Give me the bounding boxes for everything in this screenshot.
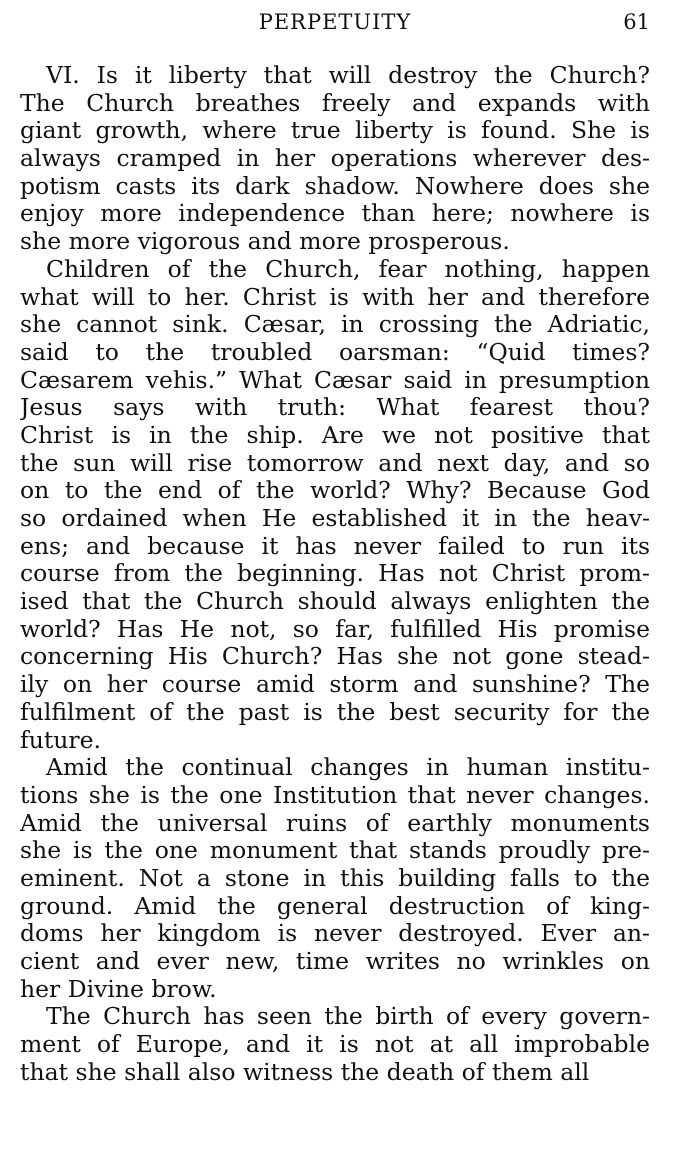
text-line: she more vigorous and more prosperous. [20,228,510,256]
text-line: said to the troubled oarsman: “Quid times? [20,338,650,366]
text-line: The Church breathes freely and expands with [20,89,650,117]
text-line: Cæsarem vehis.” What Cæsar said in presumption [20,366,650,394]
text-line: eminent. Not a stone in this building falls to the [20,864,650,892]
text-line: Amid the continual changes in human institu- [46,754,650,782]
text-line: doms her kingdom is never destroyed. Ever an- [20,920,650,948]
text-line: Children of the Church, fear nothing, happen [46,255,650,283]
text-line: world? Has He not, so far, fulfilled His promise [20,615,650,643]
text-line: ground. Amid the general destruction of king- [20,892,650,920]
text-line: what will to her. Christ is with her and therefore [20,283,650,311]
text-line: potism casts its dark shadow. Nowhere does she [20,172,650,200]
text-line: she cannot sink. Cæsar, in crossing the Adriatic, [20,311,650,339]
text-line: VI. Is it liberty that will destroy the Church? [46,62,650,89]
text-line: future. [20,726,102,754]
text-line: ens; and because it has never failed to run its [20,532,650,560]
running-head [20,10,650,38]
text-line: fulfilment of the past is the best security for the [20,698,650,726]
running-title: PERPETUITY [258,10,412,34]
text-line: she is the one monument that stands proudly pre- [20,837,650,865]
text-line: Jesus says with truth: What fearest thou? [20,394,650,422]
text-line: Amid the universal ruins of earthly monuments [20,809,650,837]
paragraph [20,1003,650,1086]
text-line: her Divine brow. [20,975,217,1003]
text-line: ment of Europe, and it is not at all improbable [20,1031,650,1059]
text-line: giant growth, where true liberty is found. She is [20,117,650,145]
text-line: enjoy more independence than here; nowhere is [20,200,650,228]
text-line: always cramped in her operations wherever des- [20,145,650,173]
text-line: The Church has seen the birth of every govern- [46,1003,650,1031]
text-line: the sun will rise tomorrow and next day, and so [20,449,650,477]
paragraph [20,62,650,256]
body-text [20,62,650,1086]
text-line: so ordained when He established it in the heav- [20,505,650,532]
text-line: concerning His Church? Has she not gone stead- [20,643,650,671]
paragraph [20,754,650,1003]
page-number: 61 [623,10,650,34]
text-line: ily on her course amid storm and sunshine? The [20,671,650,699]
text-line: on to the end of the world? Why? Because God [20,477,650,505]
text-line: tions she is the one Institution that never changes. [20,781,650,809]
text-line: that she shall also witness the death of them all [20,1058,590,1086]
text-line: Christ is in the ship. Are we not positive that [20,421,650,449]
paragraph [20,256,650,754]
text-line: course from the beginning. Has not Christ prom- [20,560,650,588]
text-line: cient and ever new, time writes no wrinkles on [20,948,650,975]
text-line: ised that the Church should always enlighten the [20,588,650,616]
